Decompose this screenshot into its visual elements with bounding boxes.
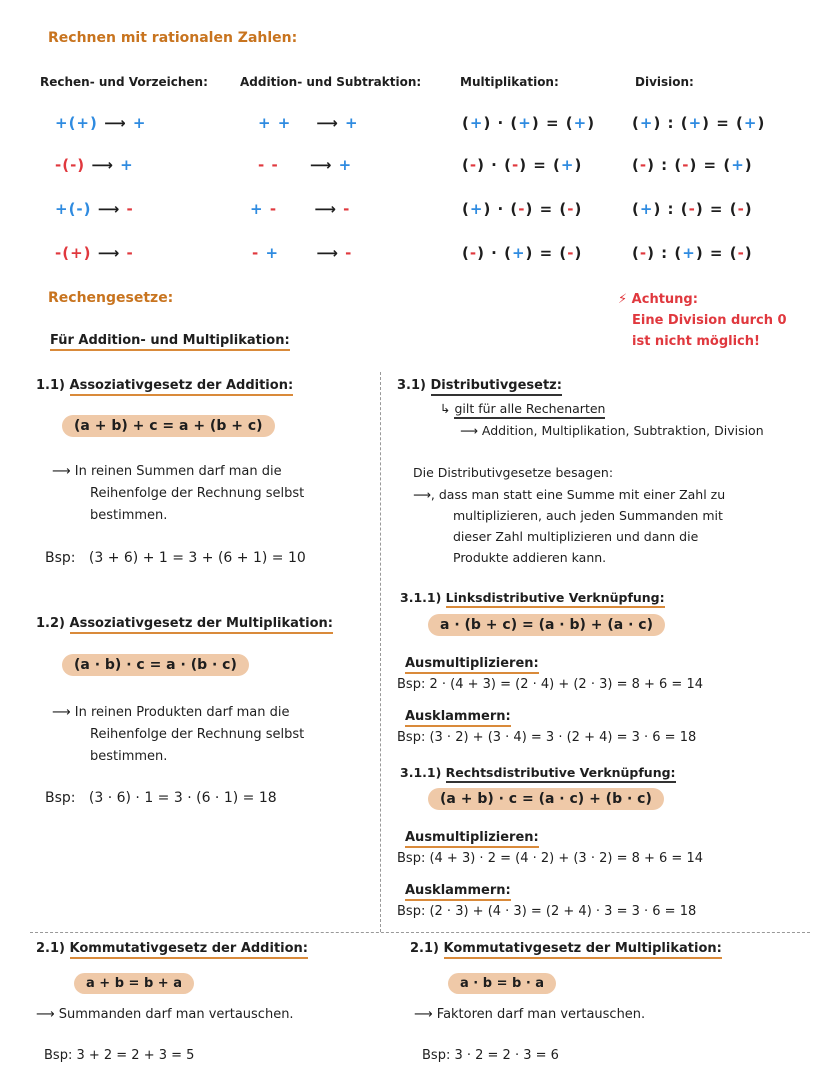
arrow-right-icon: ⟶ <box>97 200 121 218</box>
warning-note <box>618 289 787 352</box>
page-title: Rechnen mit rationalen Zahlen: <box>48 30 298 46</box>
distributive-description: ⟶, dass man statt eine Summe mit einer Zahl zu multiplizieren, auch jeden Summanden mit dieser Zahl multiplizieren und dann die Produkte addieren kann. <box>413 487 726 565</box>
sign-expression: -(-) <box>55 156 86 174</box>
distributive-intro: Die Distributivgesetze besagen: <box>413 465 614 480</box>
arrow-right-icon: ⟶ <box>97 244 121 262</box>
example-links-kl: Bsp: (3 · 2) + (3 · 4) = 3 · (2 + 4) = 3 · 6 = 18 <box>397 730 697 745</box>
example-rechts-kl: Bsp: (2 · 3) + (4 · 3) = (2 + 4) · 3 = 3 · 6 = 18 <box>397 904 697 919</box>
div-rule-row: (+) : (-) = (-) <box>632 200 753 218</box>
section-heading-1-2: 1.2) Assoziativgesetz der Multiplikation: <box>36 616 333 631</box>
sign-result: + <box>338 156 353 174</box>
label-ausmultiplizieren: Ausmultiplizieren: <box>405 830 539 845</box>
arrow-right-icon: ⟶ <box>52 705 71 720</box>
sign-expression: + - <box>250 200 278 218</box>
vertical-divider <box>380 372 381 932</box>
label-ausklammern: Ausklammern: <box>405 709 511 724</box>
col-header-addition: Addition- und Subtraktion: <box>240 75 422 89</box>
mult-rule-row: (-) · (-) = (+) <box>462 156 583 174</box>
sign-result: + <box>120 156 134 174</box>
formula-komm-mult: a · b = b · a <box>448 976 556 991</box>
lightning-icon: ⚡ <box>618 292 628 307</box>
section-heading-3-1: 3.1) Distributivgesetz: <box>397 378 562 393</box>
addsub-rule-row <box>258 156 352 174</box>
label-ausklammern: Ausklammern: <box>405 883 511 898</box>
section-heading-2-1-mult: 2.1) Kommutativgesetz der Multiplikation: <box>410 941 722 956</box>
distributive-operations: ⟶ Addition, Multiplikation, Subtraktion, Division <box>460 423 764 438</box>
sign-rule-row <box>55 156 134 174</box>
col-header-multiplikation: Multiplikation: <box>460 75 559 89</box>
arrow-right-icon: ⟶ <box>316 244 339 262</box>
sign-expression: - - <box>258 156 279 174</box>
warning-line: ist nicht möglich! <box>632 334 760 349</box>
arrow-right-icon: ⟶ <box>316 114 339 132</box>
sign-result: - <box>126 244 134 262</box>
horizontal-divider <box>30 932 810 933</box>
section-heading-links: 3.1.1) Linksdistributive Verknüpfung: <box>400 590 665 605</box>
section-heading-rechts: 3.1.1) Rechtsdistributive Verknüpfung: <box>400 765 676 780</box>
sign-result: + <box>345 114 359 132</box>
arrow-right-icon: ⟶ <box>413 487 431 502</box>
sign-result: + <box>132 114 147 132</box>
arrow-right-icon: ⟶ <box>36 1007 55 1022</box>
sign-rule-row <box>55 114 146 132</box>
arrow-right-icon: ⟶ <box>460 423 478 438</box>
sign-expression: +(-) <box>55 200 92 218</box>
arrow-right-icon: ⟶ <box>314 200 337 218</box>
arrow-right-icon: ⟶ <box>52 464 71 479</box>
sign-expression: - + <box>252 244 280 262</box>
mult-rule-row: (+) · (+) = (+) <box>462 114 596 132</box>
label-ausmultiplizieren: Ausmultiplizieren: <box>405 656 539 671</box>
arrow-right-icon: ⟶ <box>91 156 114 174</box>
sign-expression: + + <box>258 114 292 132</box>
col-header-vorzeichen: Rechen- und Vorzeichen: <box>40 75 208 89</box>
example-links-aus: Bsp: 2 · (4 + 3) = (2 · 4) + (2 · 3) = 8 + 6 = 14 <box>397 677 704 692</box>
sign-rule-row <box>55 200 134 218</box>
formula-assoc-mult: (a · b) · c = a · (b · c) <box>62 657 249 673</box>
addsub-rule-row <box>250 200 350 218</box>
formula-komm-add: a + b = b + a <box>74 976 194 991</box>
sign-result: - <box>343 200 351 218</box>
arrow-right-icon: ⟶ <box>104 114 127 132</box>
arrow-right-icon: ⟶ <box>309 156 333 174</box>
section-heading-2-1-add: 2.1) Kommutativgesetz der Addition: <box>36 941 308 956</box>
distributive-scope: ↳ gilt für alle Rechenarten <box>440 398 605 419</box>
example-assoc-mult: Bsp: (3 · 6) · 1 = 3 · (6 · 1) = 18 <box>45 790 277 806</box>
sign-expression: -(+) <box>55 244 92 262</box>
mult-rule-row: (-) · (+) = (-) <box>462 244 583 262</box>
col-header-division: Division: <box>635 75 694 89</box>
sign-expression: +(+) <box>55 114 98 132</box>
sign-result: - <box>345 244 353 262</box>
description-komm-mult: ⟶ Faktoren darf man vertauschen. <box>414 1007 646 1022</box>
description-assoc-add: ⟶ In reinen Summen darf man die Reihenfolge der Rechnung selbst bestimmen. <box>52 464 305 523</box>
description-komm-add: ⟶ Summanden darf man vertauschen. <box>36 1007 294 1022</box>
warning-title: Achtung: <box>631 292 698 307</box>
addsub-rule-row <box>258 114 359 132</box>
sign-result: - <box>126 200 134 218</box>
subtitle-add-mult: Für Addition- und Multiplikation: <box>50 333 290 348</box>
description-assoc-mult: ⟶ In reinen Produkten darf man die Reihenfolge der Rechnung selbst bestimmen. <box>52 705 305 764</box>
div-rule-row: (-) : (-) = (+) <box>632 156 753 174</box>
example-rechts-aus: Bsp: (4 + 3) · 2 = (4 · 2) + (3 · 2) = 8 + 6 = 14 <box>397 851 704 866</box>
div-rule-row: (-) : (+) = (-) <box>632 244 753 262</box>
formula-assoc-add: (a + b) + c = a + (b + c) <box>62 418 275 434</box>
example-komm-mult: Bsp: 3 · 2 = 2 · 3 = 6 <box>422 1048 559 1063</box>
section-heading-1-1: 1.1) Assoziativgesetz der Addition: <box>36 378 293 393</box>
formula-links-distributive: a · (b + c) = (a · b) + (a · c) <box>428 617 665 633</box>
arrow-right-icon: ⟶ <box>414 1007 433 1022</box>
warning-line: Eine Division durch 0 <box>632 313 787 328</box>
addsub-rule-row <box>252 244 352 262</box>
div-rule-row: (+) : (+) = (+) <box>632 114 766 132</box>
example-assoc-add: Bsp: (3 + 6) + 1 = 3 + (6 + 1) = 10 <box>45 550 306 566</box>
arrow-turn-icon: ↳ <box>440 401 451 416</box>
section-title-rechengesetze: Rechengesetze: <box>48 290 174 306</box>
sign-rule-row <box>55 244 134 262</box>
formula-rechts-distributive: (a + b) · c = (a · c) + (b · c) <box>428 791 664 807</box>
example-komm-add: Bsp: 3 + 2 = 2 + 3 = 5 <box>44 1048 195 1063</box>
mult-rule-row: (+) · (-) = (-) <box>462 200 583 218</box>
